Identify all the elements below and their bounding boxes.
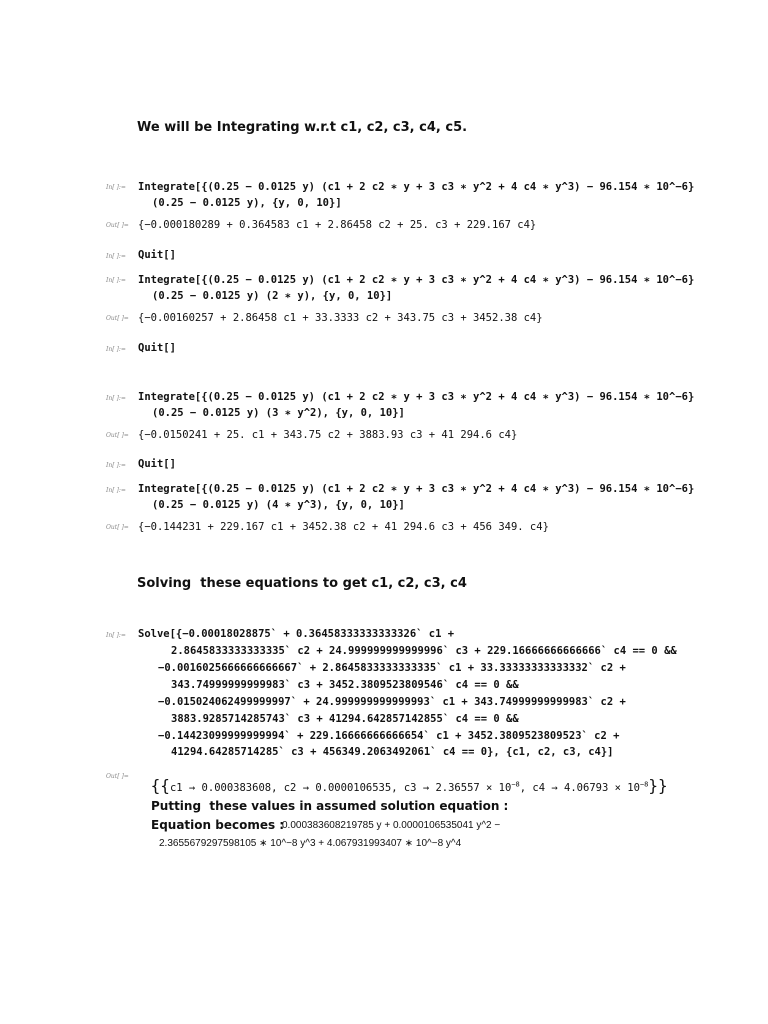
integrate-input-2-line-1[interactable]: Integrate[{(0.25 − 0.0125 y) (c1 + 2 c2 ∗ y + 3 c3 ∗ y^2 + 4 c4 ∗ y^3) − 96.154 ∗ 10^−6} [138,274,695,286]
output-label: Out[ ]= [106,524,129,531]
solution-c3: c3 → 2.36557 × 10 [403,782,512,794]
quit-input-2[interactable]: Quit[] [138,342,176,354]
solve-input-line-6[interactable]: 3883.9285714285743` c3 + 41294.642857142855` c4 == 0 && [171,713,519,725]
open-brace-inner: { [160,776,170,795]
solution-separator: , [519,782,527,794]
equation-line-2: 2.3655679297598105 ∗ 10^−8 y^3 + 4.067931993407 ∗ 10^−8 y^4 [159,838,462,849]
solve-input-line-1[interactable]: Solve[{−0.00018028875` + 0.36458333333333326` c1 + [138,628,455,640]
input-label: In[ ]:= [106,346,126,353]
integrate-input-4-line-1[interactable]: Integrate[{(0.25 − 0.0125 y) (c1 + 2 c2 ∗ y + 3 c3 ∗ y^2 + 4 c4 ∗ y^3) − 96.154 ∗ 10^−6} [138,483,695,495]
solve-input-line-4[interactable]: 343.74999999999983` c3 + 3452.3809523809546` c4 == 0 && [171,679,519,691]
integrate-output-1: {−0.000180289 + 0.364583 c1 + 2.86458 c2 + 25. c3 + 229.167 c4} [138,219,537,231]
quit-input-3[interactable]: Quit[] [138,458,176,470]
solving-heading: Solving these equations to get c1, c2, c3, c4 [137,576,467,591]
integrate-input-2-line-2[interactable]: (0.25 − 0.0125 y) (2 ∗ y), {y, 0, 10}] [152,290,393,302]
solution-c4: c4 → 4.06793 × 10 [532,782,640,794]
solution-c4-exponent: −8 [639,780,649,789]
integrate-input-4-line-2[interactable]: (0.25 − 0.0125 y) (4 ∗ y^3), {y, 0, 10}] [152,499,405,511]
intro-heading: We will be Integrating w.r.t c1, c2, c3, c4, c5. [137,120,468,135]
solve-output [138,764,668,795]
output-label: Out[ ]= [106,315,129,322]
input-label: In[ ]:= [106,395,126,402]
equation-line-1: 0.000383608219785 y + 0.0000106535041 y^2 − [282,820,501,831]
solve-input-line-3[interactable]: −0.0016025666666666667` + 2.8645833333333335` c1 + 33.33333333333332` c2 + [158,662,626,674]
close-brace-inner: } [648,776,658,795]
integrate-output-4: {−0.144231 + 229.167 c1 + 3452.38 c2 + 41 294.6 c3 + 456 349. c4} [138,521,549,533]
input-label: In[ ]:= [106,632,126,639]
integrate-input-1-line-2[interactable]: (0.25 − 0.0125 y), {y, 0, 10}] [152,197,342,209]
input-label: In[ ]:= [106,184,126,191]
solve-input-line-5[interactable]: −0.015024062499999997` + 24.999999999999993` c1 + 343.74999999999983` c2 + [158,696,626,708]
integrate-output-3: {−0.0150241 + 25. c1 + 343.75 c2 + 3883.93 c3 + 41 294.6 c4} [138,429,518,441]
solve-input-line-2[interactable]: 2.8645833333333335` c2 + 24.999999999999996` c3 + 229.16666666666666` c4 == 0 && [171,645,677,657]
input-label: In[ ]:= [106,462,126,469]
input-label: In[ ]:= [106,487,126,494]
integrate-output-2: {−0.00160257 + 2.86458 c1 + 33.3333 c2 + 343.75 c3 + 3452.38 c4} [138,312,543,324]
integrate-input-3-line-2[interactable]: (0.25 − 0.0125 y) (3 ∗ y^2), {y, 0, 10}] [152,407,405,419]
output-label: Out[ ]= [106,222,129,229]
output-label: Out[ ]= [106,773,129,780]
output-label: Out[ ]= [106,432,129,439]
integrate-input-1-line-1[interactable]: Integrate[{(0.25 − 0.0125 y) (c1 + 2 c2 ∗ y + 3 c3 ∗ y^2 + 4 c4 ∗ y^3) − 96.154 ∗ 10^−6} [138,181,695,193]
quit-input-1[interactable]: Quit[] [138,249,176,261]
open-brace-outer: { [150,776,161,795]
solution-c3-exponent: −8 [511,780,520,789]
close-brace-outer: } [657,776,668,795]
solve-input-line-8[interactable]: 41294.64285714285` c3 + 456349.2063492061` c4 == 0}, {c1, c2, c3, c4}] [171,746,614,758]
solution-c1: c1 → 0.000383608, [169,782,278,794]
input-label: In[ ]:= [106,277,126,284]
solve-input-line-7[interactable]: −0.14423099999999994` + 229.16666666666654` c1 + 3452.3809523809523` c2 + [158,730,620,742]
integrate-input-3-line-1[interactable]: Integrate[{(0.25 − 0.0125 y) (c1 + 2 c2 ∗ y + 3 c3 ∗ y^2 + 4 c4 ∗ y^3) − 96.154 ∗ 10^−6} [138,391,695,403]
input-label: In[ ]:= [106,253,126,260]
solution-c2: c2 → 0.0000106535, [283,782,398,794]
putting-values-note: Putting these values in assumed solution equation : [151,799,509,813]
equation-label: Equation becomes : [151,818,285,832]
